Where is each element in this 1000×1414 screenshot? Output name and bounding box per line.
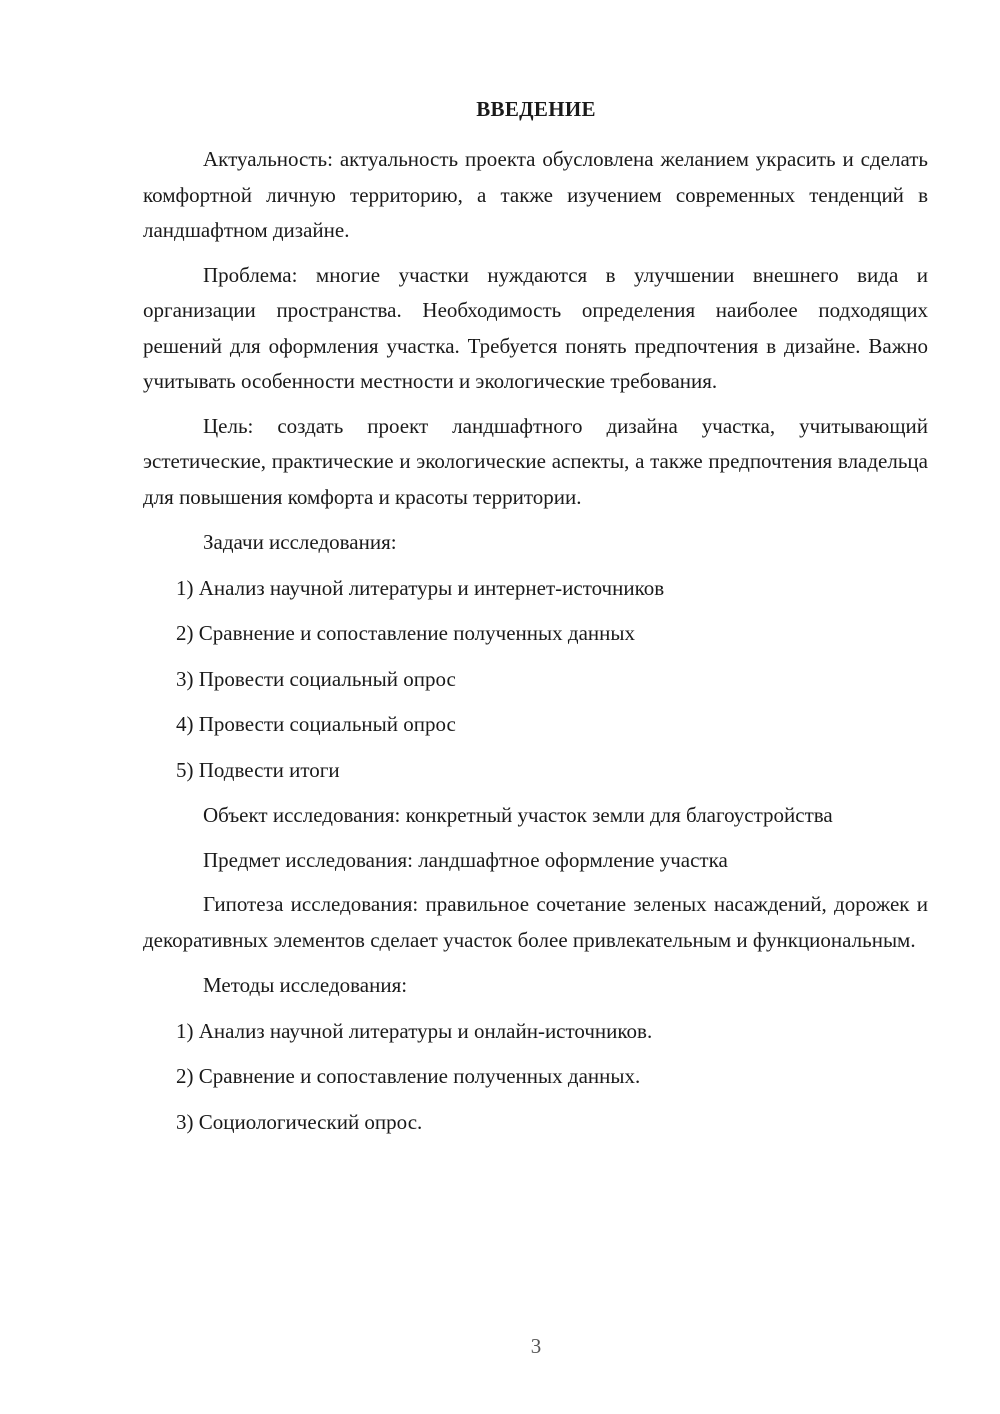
list-item: 2) Сравнение и сопоставление полученных данных xyxy=(176,621,635,645)
list-item: 3) Провести социальный опрос xyxy=(176,666,456,691)
methods-title: Методы исследования: xyxy=(203,973,408,997)
list-item: 3) Социологический опрос. xyxy=(176,1109,423,1134)
body-text xyxy=(143,142,928,1140)
list-item: 5) Подвести итоги xyxy=(176,757,340,782)
problem-paragraph: Проблема: многие участки нуждаются в улучшении внешнего вида и организации пространства. Необходимость определения наиболее подходящих решений для оформления участка. Требуется понять предпочтения в дизайне. Важно учитывать особенности местности и экологические требования. xyxy=(143,262,928,393)
relevance-paragraph: Актуальность: актуальность проекта обусловлена желанием украсить и сделать комфортной личную территорию, а также изучением современных тенденций в ландшафтном дизайне. xyxy=(143,147,928,242)
list-item: 1) Анализ научной литературы и интернет-источников xyxy=(176,575,665,600)
list-item: 2) Сравнение и сопоставление полученных данных. xyxy=(176,1064,641,1088)
hypothesis-paragraph: Гипотеза исследования: правильное сочетание зеленых насаждений, дорожек и декоративных элементов сделает участок более привлекательным и функциональным. xyxy=(143,892,928,952)
object-paragraph: Объект исследования: конкретный участок земли для благоустройства xyxy=(203,803,833,827)
list-item: 4) Провести социальный опрос xyxy=(176,712,456,736)
page-number: 3 xyxy=(530,1334,542,1358)
tasks-title: Задачи исследования: xyxy=(203,530,397,554)
page-title: ВВЕДЕНИЕ xyxy=(476,97,596,121)
subject-paragraph: Предмет исследования: ландшафтное оформление участка xyxy=(203,847,728,872)
list-item: 1) Анализ научной литературы и онлайн-источников. xyxy=(176,1018,653,1043)
goal-paragraph: Цель: создать проект ландшафтного дизайна участка, учитывающий эстетические, практические и экологические аспекты, а также предпочтения владельца для повышения комфорта и красоты территории. xyxy=(143,413,928,509)
